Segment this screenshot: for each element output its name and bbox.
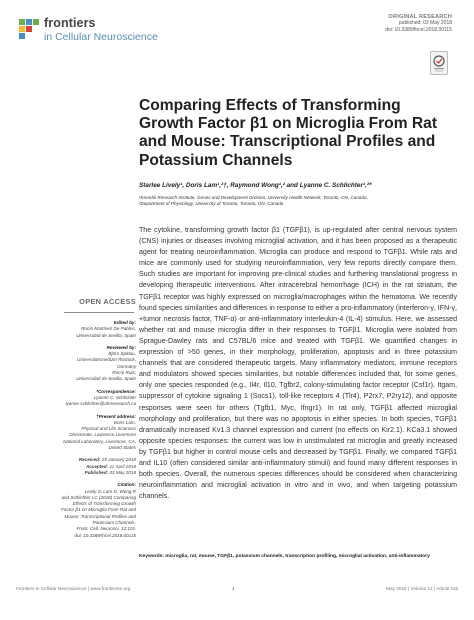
citation-line: Front. Cell. Neurosci. 12:115. — [76, 526, 136, 532]
reviewer-line: Universidad de Sevilla, Spain — [76, 376, 136, 382]
reviewer-line: Universitätsmedizin Rostock, — [77, 357, 136, 363]
keywords-list: microglia, rat, mouse, TGFβ1, potassium channels, transcription profiling, microglial activation, anti-inflammatory — [165, 554, 430, 559]
reviewed-by — [18, 345, 136, 383]
citation-line: Mouse: Transcriptional Profiles and — [64, 513, 136, 519]
citation — [18, 482, 136, 539]
author-list: Starlee Lively¹, Doris Lam¹,²†, Raymond Wong¹,² and Lyanne C. Schlichter¹,²* — [139, 182, 372, 189]
correspondence — [18, 389, 136, 408]
citation-label: Citation: — [117, 482, 136, 488]
accepted-label: Accepted: — [85, 463, 109, 469]
article-info-sidebar — [18, 297, 136, 539]
abstract-text: The cytokine, transforming growth factor β1 (TGFβ1), is up-regulated after central nervous system (CNS) injuries or diseases involving microglial activation, and it has been proposed as a therapeutic agent for treating neuroinflammation. Microglia can produce and respond to TGFβ1. While rats and mice are commonly used for studying neuroinflammation, very few reports directly compare them. Such studies are important for improving pre-clinical studies and furthering translational progress in developing therapeutic interventions. After intracerebral hemorrhage (ICH) in the rat striatum, the TGFβ1 receptor was highly expressed on microglia/macrophages within the hematoma. We recently found species similarities and differences in response to either a pro-inflammatory (interferon-γ, IFN-γ, +tumor necrosis factor, TNF-α) or anti-inflammatory interleukin-4 (IL-4) stimulus. Here, we assessed whether rat and mouse microglia differ in their responses to TGFβ1. Microglia were isolated from Sprague-Dawley rats and C57BL/6 mice and treated with TGFβ1. We quantified changes in expression of >50 genes, in their morphology, proliferation, apoptosis and in three potassium channels that are considered therapeutic targets. Many inflammatory mediators, immune receptors and modulators showed species similarities, but notable differences included that, for some genes, only one species responded (e.g., Il4r, Il10, Tgfbr2, colony-stimulating factor receptor (Csf1r), Itgam, suppressor of cytokine signaling 1 (Socs1), toll-like receptors 4 (Tlr4), P2rx7, P2ry12), and opposite responses were seen for others (Tgfb1, Myc, Ifngr1). In rat only, TGFβ1 affected microglial morphology and proliferation, but there was no apoptosis in either species. In both species, TGFβ1 dramatically increased Kv1.3 channel expression and current (no effects on Kir2.1). KCa3.1 showed opposite species responses: the current was low in unstimulated rat microglia and greatly increased by TGFβ1 but higher in control mouse cells and decreased by TGFβ1. Finally, we compared TGFβ1 and IL10 (often considered similar anti-inflammatory stimuli) and found many different responses in both species. Overall, the numerous species differences should be considered when characterizing neuroinflammation and microglial activation in vitro and in vivo, and when targeting potassium channels. — [139, 227, 457, 501]
article-meta — [385, 14, 452, 33]
footer-issue: May 2018 | Volume 12 | Article 115 — [386, 586, 458, 591]
address-line: Physical and Life Sciences — [81, 426, 136, 432]
reviewer-line: Rocío Ruiz, — [112, 370, 136, 376]
address-line: Directorate, Lawrence Livermore — [69, 432, 136, 438]
edited-by-label: Edited by: — [113, 320, 136, 325]
address-line: Doris Lam, — [113, 419, 136, 425]
editor-line: Universidad de Sevilla, Spain — [76, 332, 136, 338]
correspondence-label: *Correspondence: — [96, 388, 136, 394]
reviewed-by-label: Reviewed by: — [106, 344, 136, 350]
article-type: ORIGINAL RESEARCH — [388, 14, 452, 20]
journal-logo[interactable] — [18, 16, 188, 48]
editor-line: Rocío Martínez De Pablos, — [81, 326, 136, 332]
open-access-label: OPEN ACCESS — [79, 297, 136, 306]
article-title: Comparing Effects of Transforming Growth Factor β1 on Microglia From Rat and Mouse: Transcriptional Profiles and Potassium Channels — [139, 97, 438, 169]
affiliation-2: ²Department of Physiology, University of Toronto, Toronto, ON, Canada — [139, 201, 284, 207]
keywords-label: Keywords: — [139, 554, 165, 559]
received-label: Received: — [78, 457, 101, 463]
check-for-updates-icon — [431, 52, 447, 74]
check-for-updates-badge[interactable] — [430, 51, 448, 75]
address-line: National Laboratory, Livermore, CA, — [63, 438, 136, 444]
citation-line: Effects of Transforming Growth — [72, 501, 136, 507]
present-address — [18, 414, 136, 452]
frontiers-logo-icon — [18, 18, 40, 40]
keywords — [139, 554, 457, 561]
article-doi[interactable]: doi: 10.3389/fncel.2018.00115 — [385, 26, 452, 33]
citation-line: Lively S, Lam D, Wong R — [84, 488, 136, 494]
affiliation-1: ¹Krembil Research Institute, Genes and Development Division, University Health Network, Toronto, ON, Canada, — [139, 195, 368, 200]
correspondent-email[interactable]: lyanne.schlichter@uhnresearch.ca — [65, 401, 136, 407]
citation-doi[interactable]: doi: 10.3389/fncel.2018.00115 — [74, 532, 136, 538]
brand-word: frontiers — [44, 16, 96, 30]
reviewer-line: Germany — [117, 363, 136, 369]
citation-line: Potassium Channels. — [92, 520, 136, 526]
citation-line: Factor β1 on Microglia From Rat and — [61, 507, 136, 513]
page-number: 1 — [232, 586, 235, 591]
address-line: United States — [108, 445, 136, 451]
dates — [18, 457, 136, 476]
published-date-sidebar: Published: 03 May 2018 — [84, 469, 136, 475]
present-address-label: †Present address: — [96, 413, 136, 419]
journal-name: in Cellular Neuroscience — [44, 31, 158, 43]
reviewer-line: Björn Spittau, — [108, 351, 136, 357]
affiliations — [139, 195, 459, 208]
received-date: Received: 29 January 2018 — [78, 457, 136, 463]
accepted-date: Accepted: 11 April 2018 — [85, 463, 136, 469]
published-label: Published: — [84, 469, 109, 475]
published-date: published: 03 May 2018 — [398, 20, 452, 27]
citation-line: and Schlichter LC (2018) Comparing — [61, 494, 136, 500]
edited-by — [18, 320, 136, 339]
footer-journal[interactable]: Frontiers in Cellular Neuroscience | www.frontiersin.org — [16, 586, 131, 591]
correspondent-name: Lyanne C. Schlichter — [93, 394, 136, 400]
page-footer — [16, 586, 458, 596]
